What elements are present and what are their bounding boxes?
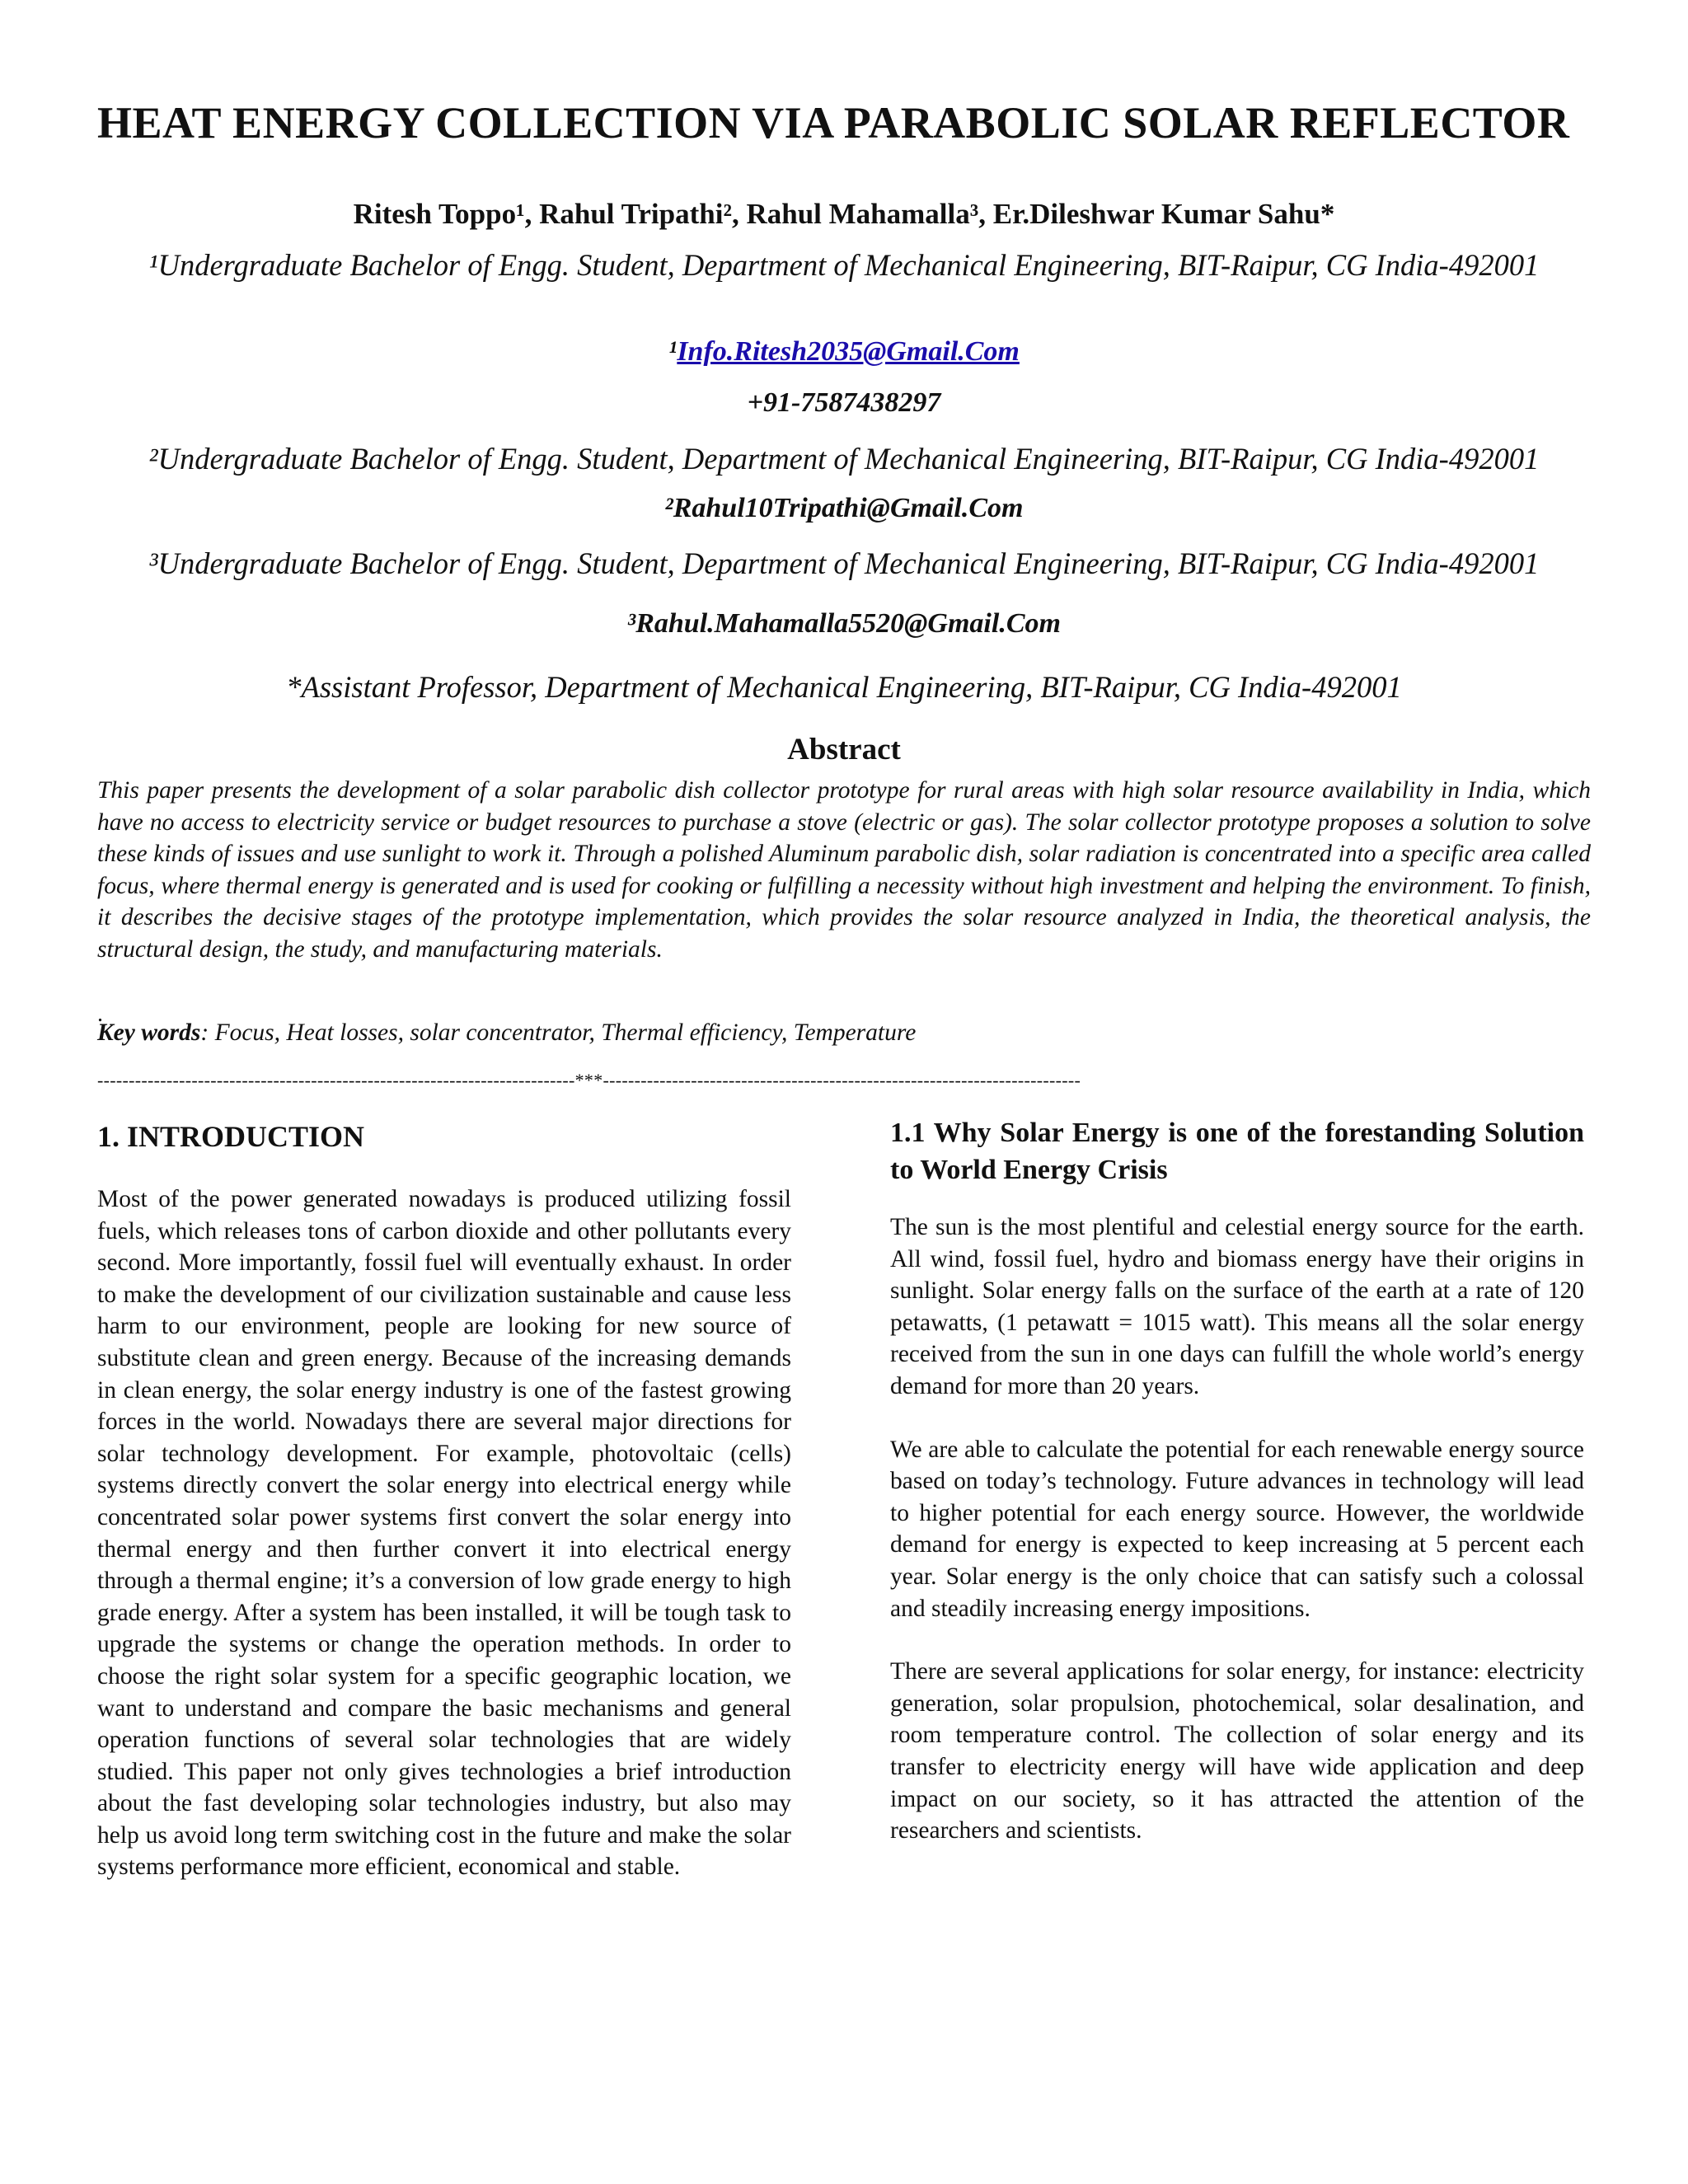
email-1-prefix: ¹ [668, 336, 678, 367]
author-list: Ritesh Toppo¹, Rahul Tripathi², Rahul Mahamalla³, Er.Dileshwar Kumar Sahu* [353, 198, 1335, 230]
left-column [97, 1119, 791, 1915]
phone-1: +91-7587438297 [747, 387, 941, 418]
introduction-paragraph: Most of the power generated nowadays is produced utilizing fossil fuels, which releases tons of carbon dioxide and other pollutants every second. More importantly, fossil fuel will eventually exhaust. In order to make the development of our civilization sustainable and cause less harm to our environment, people are looking for new source of substitute clean and green energy. Because of the increasing demands in clean energy, the solar energy industry is one of the fastest growing forces in the world. Nowadays there are several major directions for solar technology development. For example, photovoltaic (cells) systems directly convert the solar energy into electrical energy while concentrated solar power systems first convert the solar energy into thermal energy and then further convert it into electrical energy through a thermal engine; it’s a conversion of low grade energy to high grade energy. After a system has been installed, it will be tough task to upgrade the systems or change the operation methods. In order to choose the right solar system for a specific geographic location, we want to understand and compare the basic mechanisms and general operation functions of several solar technologies that are widely studied. This paper not only gives technologies a brief introduction about the fast developing solar technologies industry, but also may help us avoid long term switching cost in the future and make the solar systems performance more efficient, economical and stable. [97, 1186, 791, 1881]
section-1-1-paragraph-3: There are several applications for solar energy, for instance: electricity generation, solar propulsion, photochemical, solar desalination, and room temperature control. The collection of solar energy and its transfer to electricity energy will have wide application and deep impact on our society, so it has attracted the attention of the researchers and scientists. [890, 1658, 1584, 1844]
introduction-heading: 1. INTRODUCTION [97, 1120, 365, 1153]
abstract-text: This paper presents the development of a solar parabolic dish collector prototype for rural areas with high solar resource availability in India, which have no access to electricity service or budget resources to purchase a stove (electric or gas). The solar collector prototype proposes a solution to solve these kinds of issues and use sunlight to work it. Through a polished Aluminum parabolic dish, solar radiation is concentrated into a specific area called focus, where thermal energy is generated and is used for cooking or fulfilling a necessity without high investment and helping the environment. To finish, it describes the decisive stages of the prototype implementation, which provides the solar resource analyzed in India, the theoretical analysis, the structural design, the study, and manufacturing materials. [97, 777, 1591, 963]
affiliation-2: ²Undergraduate Bachelor of Engg. Student, Department of Mechanical Engineering, BIT-Raipur, CG India-492001 [148, 442, 1540, 476]
affiliation-3: ³Undergraduate Bachelor of Engg. Student, Department of Mechanical Engineering, BIT-Raipur, CG India-492001 [148, 546, 1540, 580]
section-separator: ----------------------------------------------------------------------------***---------------------------------------------------------------------------- [97, 1070, 1081, 1088]
section-1-1-paragraph-1: The sun is the most plentiful and celestial energy source for the earth. All wind, fossil fuel, hydro and biomass energy have their origins in sunlight. Solar energy falls on the surface of the earth at a rate of 120 petawatts, (1 petawatt = 1015 watt). This means all the solar energy received from the sun in one days can fulfill the whole world’s energy demand for more than 20 years. [890, 1214, 1584, 1399]
section-1-1-heading: 1.1 Why Solar Energy is one of the forestanding Solution to World Energy Crisis [890, 1118, 1584, 1185]
email-1-link[interactable]: Info.Ritesh2035@Gmail.Com [677, 336, 1020, 367]
keywords-label: Key words [97, 1019, 201, 1046]
email-1-line [97, 336, 1591, 368]
affiliation-4: *Assistant Professor, Department of Mechanical Engineering, BIT-Raipur, CG India-492001 [286, 670, 1402, 704]
keywords-list: : Focus, Heat losses, solar concentrator, Thermal efficiency, Temperature [200, 1019, 917, 1046]
paper-title: HEAT ENERGY COLLECTION VIA PARABOLIC SOLAR REFLECTOR [97, 98, 1570, 148]
keywords [97, 1019, 1591, 1047]
email-2: ²Rahul10Tripathi@Gmail.Com [664, 493, 1024, 523]
email-3: ³Rahul.Mahamalla5520@Gmail.Com [627, 608, 1061, 639]
section-1-1-paragraph-2: We are able to calculate the potential for each renewable energy source based on today’s technology. Future advances in technology will lead to higher potential for each energy source. However, the worldwide demand for energy is expected to keep increasing at 5 percent each year. Solar energy is the only choice that can satisfy such a colossal and steadily increasing energy impositions. [890, 1436, 1584, 1622]
affiliation-1: ¹Undergraduate Bachelor of Engg. Student, Department of Mechanical Engineering, BIT-Raipur, CG India-492001 [148, 248, 1540, 282]
right-column [890, 1114, 1584, 1878]
abstract-dot: . [97, 1001, 103, 1027]
abstract-heading: Abstract [787, 733, 901, 766]
